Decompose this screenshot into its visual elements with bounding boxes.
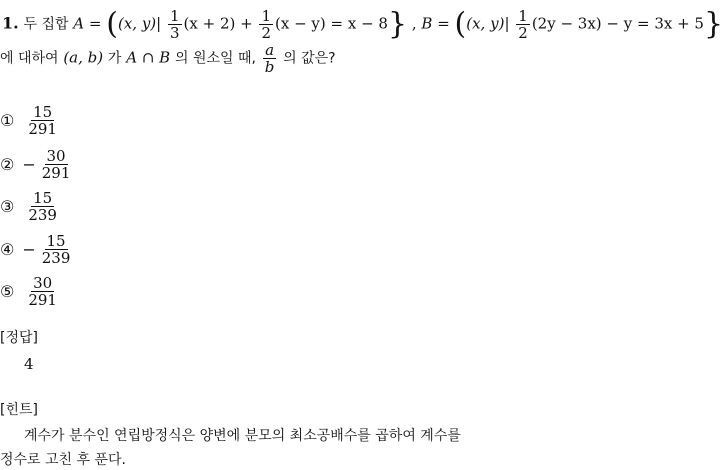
choice-marker: ③ <box>0 197 15 216</box>
choice-5[interactable] <box>0 275 61 308</box>
choice-fraction: $\frac{30}{291}$ <box>41 147 71 182</box>
choice-2[interactable] <box>0 148 74 181</box>
brace-close-a: } <box>387 6 408 42</box>
set-a-term1: (x + 2) + <box>183 14 253 33</box>
question-line-1: 1. 두 집합 A = ((x, y)| $\frac{1}{3}$ (x + 2) + $\frac{1}{2}$ (x − y) = x − 8} , B = ((x, y)| $\frac{1}{2}$ (2y − 3x) − y = 3x + 5} <box>2 6 723 42</box>
choice-marker: ④ <box>0 240 15 259</box>
set-a-term2: (x − y) = x − 8 <box>275 14 388 33</box>
set-b-var: (x, y) <box>466 14 505 33</box>
line2-b: 가 <box>107 50 122 67</box>
choice-fraction: $\frac{15}{239}$ <box>28 189 57 224</box>
set-a-name: A <box>73 14 85 33</box>
choice-marker: ⑤ <box>0 282 15 301</box>
ab-pair: (a, b) <box>63 48 104 67</box>
line2-d: 의 값은? <box>283 50 336 67</box>
answer-label: [정답] <box>0 330 38 346</box>
brace-open-b: ( <box>454 6 467 42</box>
question-intro: 두 집합 <box>23 16 69 33</box>
choice-1[interactable] <box>0 104 61 137</box>
brace-close-b: } <box>703 6 723 42</box>
choice-4[interactable] <box>0 233 74 266</box>
set-a-var: (x, y) <box>117 14 157 33</box>
choice-fraction: $\frac{15}{291}$ <box>28 103 57 138</box>
hint-line-2: 정수로 고친 후 푼다. <box>0 452 126 468</box>
fraction-1-2-b: $\frac{1}{2}$ <box>518 7 528 42</box>
choice-3[interactable] <box>0 190 61 223</box>
hint-label: [힌트] <box>0 402 38 418</box>
ratio-a-b: $\frac{a}{b}$ <box>264 41 275 76</box>
choice-marker: ② <box>0 155 15 174</box>
intersection: A ∩ B <box>126 48 171 67</box>
question-number: 1. <box>2 13 19 33</box>
hint-line-1: 계수가 분수인 연립방정식은 양변에 분모의 최소공배수를 곱하여 계수를 <box>24 428 461 444</box>
fraction-1-2-a: $\frac{1}{2}$ <box>261 7 272 42</box>
choice-sign: − <box>22 240 36 259</box>
answer-value: 4 <box>24 355 34 373</box>
choice-marker: ① <box>0 111 15 130</box>
choice-sign: − <box>22 155 36 174</box>
brace-open-a: ( <box>106 6 118 42</box>
choice-fraction: $\frac{30}{291}$ <box>28 274 57 309</box>
line2-a: 에 대하여 <box>0 50 59 67</box>
set-b-name: B <box>421 14 433 33</box>
set-b-term: (2y − 3x) − y = 3x + 5 <box>531 14 704 33</box>
fraction-1-3: $\frac{1}{3}$ <box>169 7 180 42</box>
question-line-2 <box>0 42 336 75</box>
choice-fraction: $\frac{15}{239}$ <box>41 232 71 267</box>
line2-c: 의 원소일 때, <box>174 50 256 67</box>
